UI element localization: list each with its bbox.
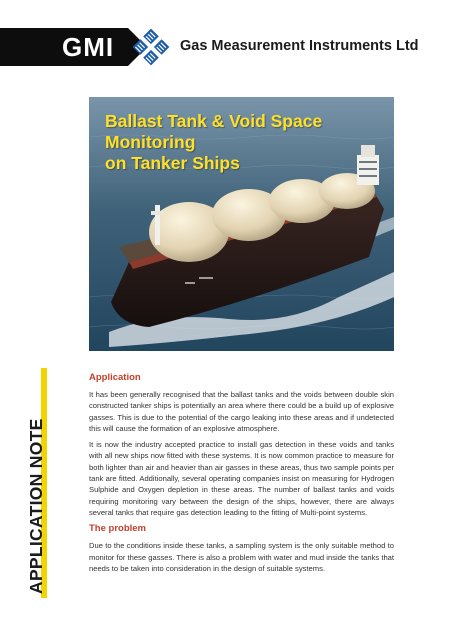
- document-body: [89, 372, 394, 579]
- hero-title: [105, 111, 394, 174]
- paragraph: It is now the industry accepted practice to install gas detection in these voids and tanks with all new ships now fitted with these systems. It is now common practice to measure for both lighter than air and heavier than air gasses in these areas, thus two sample points per tank are fitted. Additionally, several operating companies insist on measuring for Hydrogen Sulphide and Oxygen depletion in these areas. The number of ballast tanks and voids requiring monitoring vary between the design of the ships, however, there are always several tanks that require gas detection leading to the fitting of Multi-point systems.: [89, 440, 394, 517]
- hero-title-line-2: on Tanker Ships: [105, 153, 240, 173]
- diamond-grid-icon: [129, 25, 173, 69]
- hero-image: [89, 97, 394, 351]
- paragraph: Due to the conditions inside these tanks, a sampling system is the only suitable method to monitor for these gasses. There is also a problem with water and mud inside the tanks that needs to be taken into consideration in the design of suitable systems.: [89, 541, 394, 573]
- section-heading-problem: The problem: [89, 523, 147, 535]
- application-note-label: APPLICATION NOTE: [26, 418, 46, 594]
- hero-title-line-1: Ballast Tank & Void Space Monitoring: [105, 111, 323, 152]
- section-heading-application: Application: [89, 372, 141, 383]
- logo-banner: [0, 28, 128, 66]
- logo-text: GMI: [62, 32, 115, 62]
- paragraph: It has been generally recognised that the ballast tanks and the voids between double skin constructed tanker ships is potentially an area where there could be a build up of explosive gasses. This is due to the potential of the cargo leaking into these areas and if undetected this will cause the formation of an explosive atmosphere.: [89, 390, 394, 433]
- company-name: Gas Measurement Instruments Ltd: [180, 38, 419, 54]
